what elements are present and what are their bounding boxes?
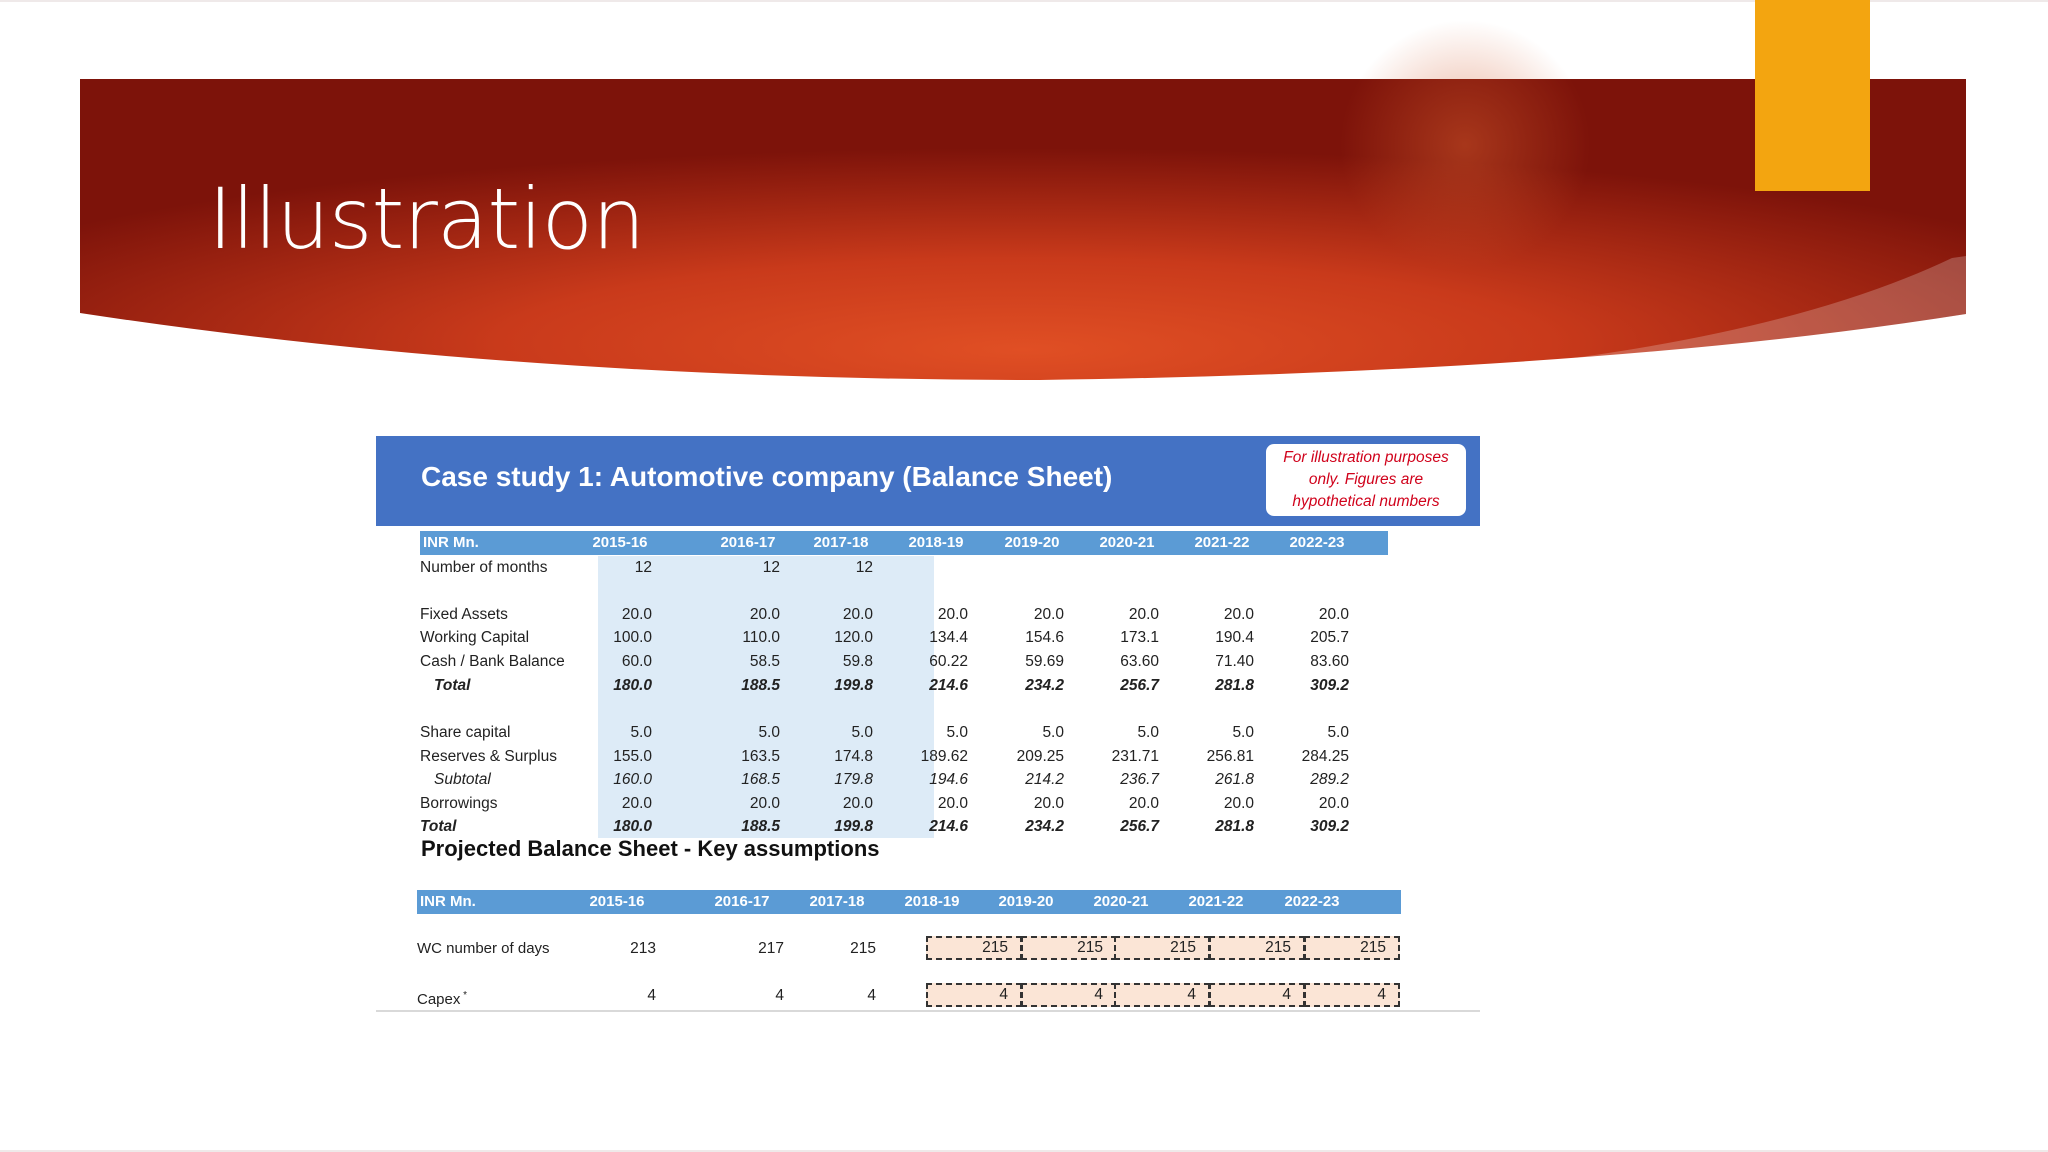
table-header-row [420,531,1388,555]
table-cell: 256.7 [1120,818,1159,835]
unit-label: INR Mn. [423,534,479,551]
projection-cell: 4 [1021,983,1117,1007]
projection-cell: 215 [926,936,1022,960]
table-cell: 63.60 [1120,653,1159,670]
table-cell: 58.5 [749,653,780,670]
row-label: Working Capital [420,629,530,646]
table-cell: 20.0 [621,795,652,812]
table-cell: 281.8 [1215,818,1254,835]
table-cell: 190.4 [1215,629,1254,646]
assumption-row [417,937,1420,960]
table-cell: 215 [850,940,876,957]
projection-cell: 4 [1304,983,1400,1007]
table-cell: 12 [855,559,873,576]
table-row [420,721,1388,744]
table-row [420,815,1388,838]
table-cell: 214.6 [929,818,968,835]
table-cell: 209.25 [1016,748,1064,765]
row-label: Subtotal [434,771,491,788]
table-cell: 236.7 [1120,771,1159,788]
table-cell: 120.0 [834,629,873,646]
table-cell: 60.0 [621,653,652,670]
table-cell: 234.2 [1025,677,1064,694]
sheet-header [376,436,1480,526]
accent-tab [1755,0,1870,191]
table-row [420,556,1388,579]
projection-cell: 215 [1021,936,1117,960]
table-cell: 155.0 [613,748,652,765]
balance-sheet-image [376,436,1480,1012]
column-header: 2019-20 [1004,534,1060,551]
table-cell: 189.62 [920,748,968,765]
projection-cell: 215 [1304,936,1400,960]
column-header: 2020-21 [1099,534,1155,551]
table-cell: 12 [634,559,652,576]
table-cell: 20.0 [1223,606,1254,623]
table-cell: 5.0 [1137,724,1159,741]
projection-cell: 4 [926,983,1022,1007]
column-header: 2019-20 [998,893,1054,910]
table-cell: 20.0 [1128,606,1159,623]
row-label: Borrowings [420,795,498,812]
column-header: 2017-18 [813,534,869,551]
projection-cell: 4 [1209,983,1305,1007]
row-label: Number of months [420,559,548,576]
table-cell: 60.22 [929,653,968,670]
row-label: Total [420,818,457,835]
table-cell: 213 [630,940,656,957]
table-cell: 234.2 [1025,818,1064,835]
table-cell: 110.0 [742,629,780,646]
table-cell: 284.25 [1301,748,1349,765]
table-cell: 100.0 [613,629,652,646]
table-cell: 199.8 [834,818,873,835]
table-cell: 180.0 [613,677,652,694]
table-cell: 179.8 [834,771,873,788]
column-header: 2020-21 [1093,893,1149,910]
column-header: 2022-23 [1284,893,1340,910]
table-cell: 154.6 [1025,629,1064,646]
table-cell: 205.7 [1310,629,1349,646]
table-cell: 160.0 [613,771,652,788]
table-cell [1164,556,1254,579]
column-header: 2021-22 [1188,893,1244,910]
row-label: Capex * [417,990,468,1008]
assumptions-title: Projected Balance Sheet - Key assumptions [421,836,880,861]
projection-cell: 215 [1209,936,1305,960]
row-label: Cash / Bank Balance [420,653,565,670]
column-header: 2015-16 [589,893,645,910]
table-row [420,768,1388,791]
column-header: 2015-16 [592,534,648,551]
table-cell: 188.5 [741,677,780,694]
sheet-title: Case study 1: Automotive company (Balance Sheet) [421,461,1113,492]
table-cell: 83.60 [1310,653,1349,670]
unit-label: INR Mn. [420,893,476,910]
table-cell: 168.5 [741,771,780,788]
table-cell: 4 [647,987,656,1004]
projection-cell: 215 [1114,936,1210,960]
table-cell: 20.0 [749,795,780,812]
table-cell: 20.0 [749,606,780,623]
disclaimer-line: For illustration purposes [1283,449,1449,466]
row-label: Fixed Assets [420,606,508,623]
assumptions-header-row [417,890,1401,914]
table-cell: 20.0 [937,606,968,623]
table-cell: 180.0 [613,818,652,835]
table-cell: 5.0 [758,724,780,741]
column-header: 2018-19 [908,534,964,551]
table-cell: 20.0 [1223,795,1254,812]
slide-title: Illustration [208,170,645,268]
assumption-row [417,984,1420,1008]
table-cell: 20.0 [1318,795,1349,812]
table-cell: 309.2 [1310,818,1349,835]
table-cell: 134.4 [929,629,968,646]
table-cell: 20.0 [621,606,652,623]
row-label: Total [434,677,471,694]
table-cell: 199.8 [834,677,873,694]
table-cell: 309.2 [1310,677,1349,694]
table-cell: 217 [758,940,784,957]
table-cell: 5.0 [1327,724,1349,741]
table-cell: 20.0 [842,795,873,812]
table-cell: 5.0 [851,724,873,741]
table-cell: 71.40 [1215,653,1254,670]
column-header: 2016-17 [720,534,776,551]
table-row [420,745,1388,768]
column-header: 2016-17 [714,893,770,910]
row-label: Share capital [420,724,511,741]
table-cell: 173.1 [1120,629,1159,646]
table-cell: 59.8 [842,653,873,670]
disclaimer-line: only. Figures are [1308,471,1424,488]
table-row [420,626,1388,649]
table-cell: 20.0 [1033,606,1064,623]
footnote-mark: * [460,990,468,1001]
table-row [420,674,1388,697]
disclaimer-box [1264,442,1468,518]
table-cell: 20.0 [1128,795,1159,812]
column-header: 2022-23 [1289,534,1345,551]
table-cell: 261.8 [1215,771,1254,788]
table-cell: 20.0 [937,795,968,812]
row-label: Reserves & Surplus [420,748,557,765]
table-cell: 256.81 [1206,748,1254,765]
table-row [420,603,1388,626]
column-header: 2018-19 [904,893,960,910]
table-cell: 4 [867,987,876,1004]
disclaimer-line: hypothetical numbers [1292,493,1440,510]
column-header: 2017-18 [809,893,865,910]
table-cell: 281.8 [1215,677,1254,694]
table-cell: 20.0 [1318,606,1349,623]
table-cell: 188.5 [741,818,780,835]
table-cell [878,556,968,579]
table-cell: 5.0 [946,724,968,741]
column-header: 2021-22 [1194,534,1250,551]
table-cell [1069,556,1159,579]
table-cell: 289.2 [1310,771,1349,788]
table-row [420,650,1388,673]
table-cell: 194.6 [929,771,968,788]
table-cell: 231.71 [1111,748,1159,765]
table-cell [974,556,1064,579]
table-cell: 214.6 [929,677,968,694]
table-cell: 5.0 [630,724,652,741]
table-cell: 5.0 [1042,724,1064,741]
row-label: WC number of days [417,940,550,957]
table-cell: 4 [775,987,784,1004]
table-row [420,792,1388,815]
table-cell: 163.5 [741,748,780,765]
table-cell: 214.2 [1025,771,1064,788]
table-cell: 20.0 [842,606,873,623]
table-cell: 20.0 [1033,795,1064,812]
table-cell: 174.8 [834,748,873,765]
table-cell: 12 [762,559,780,576]
table-cell [1259,556,1349,579]
table-cell: 5.0 [1232,724,1254,741]
projection-cell: 4 [1114,983,1210,1007]
table-cell: 59.69 [1025,653,1064,670]
table-cell: 256.7 [1120,677,1159,694]
